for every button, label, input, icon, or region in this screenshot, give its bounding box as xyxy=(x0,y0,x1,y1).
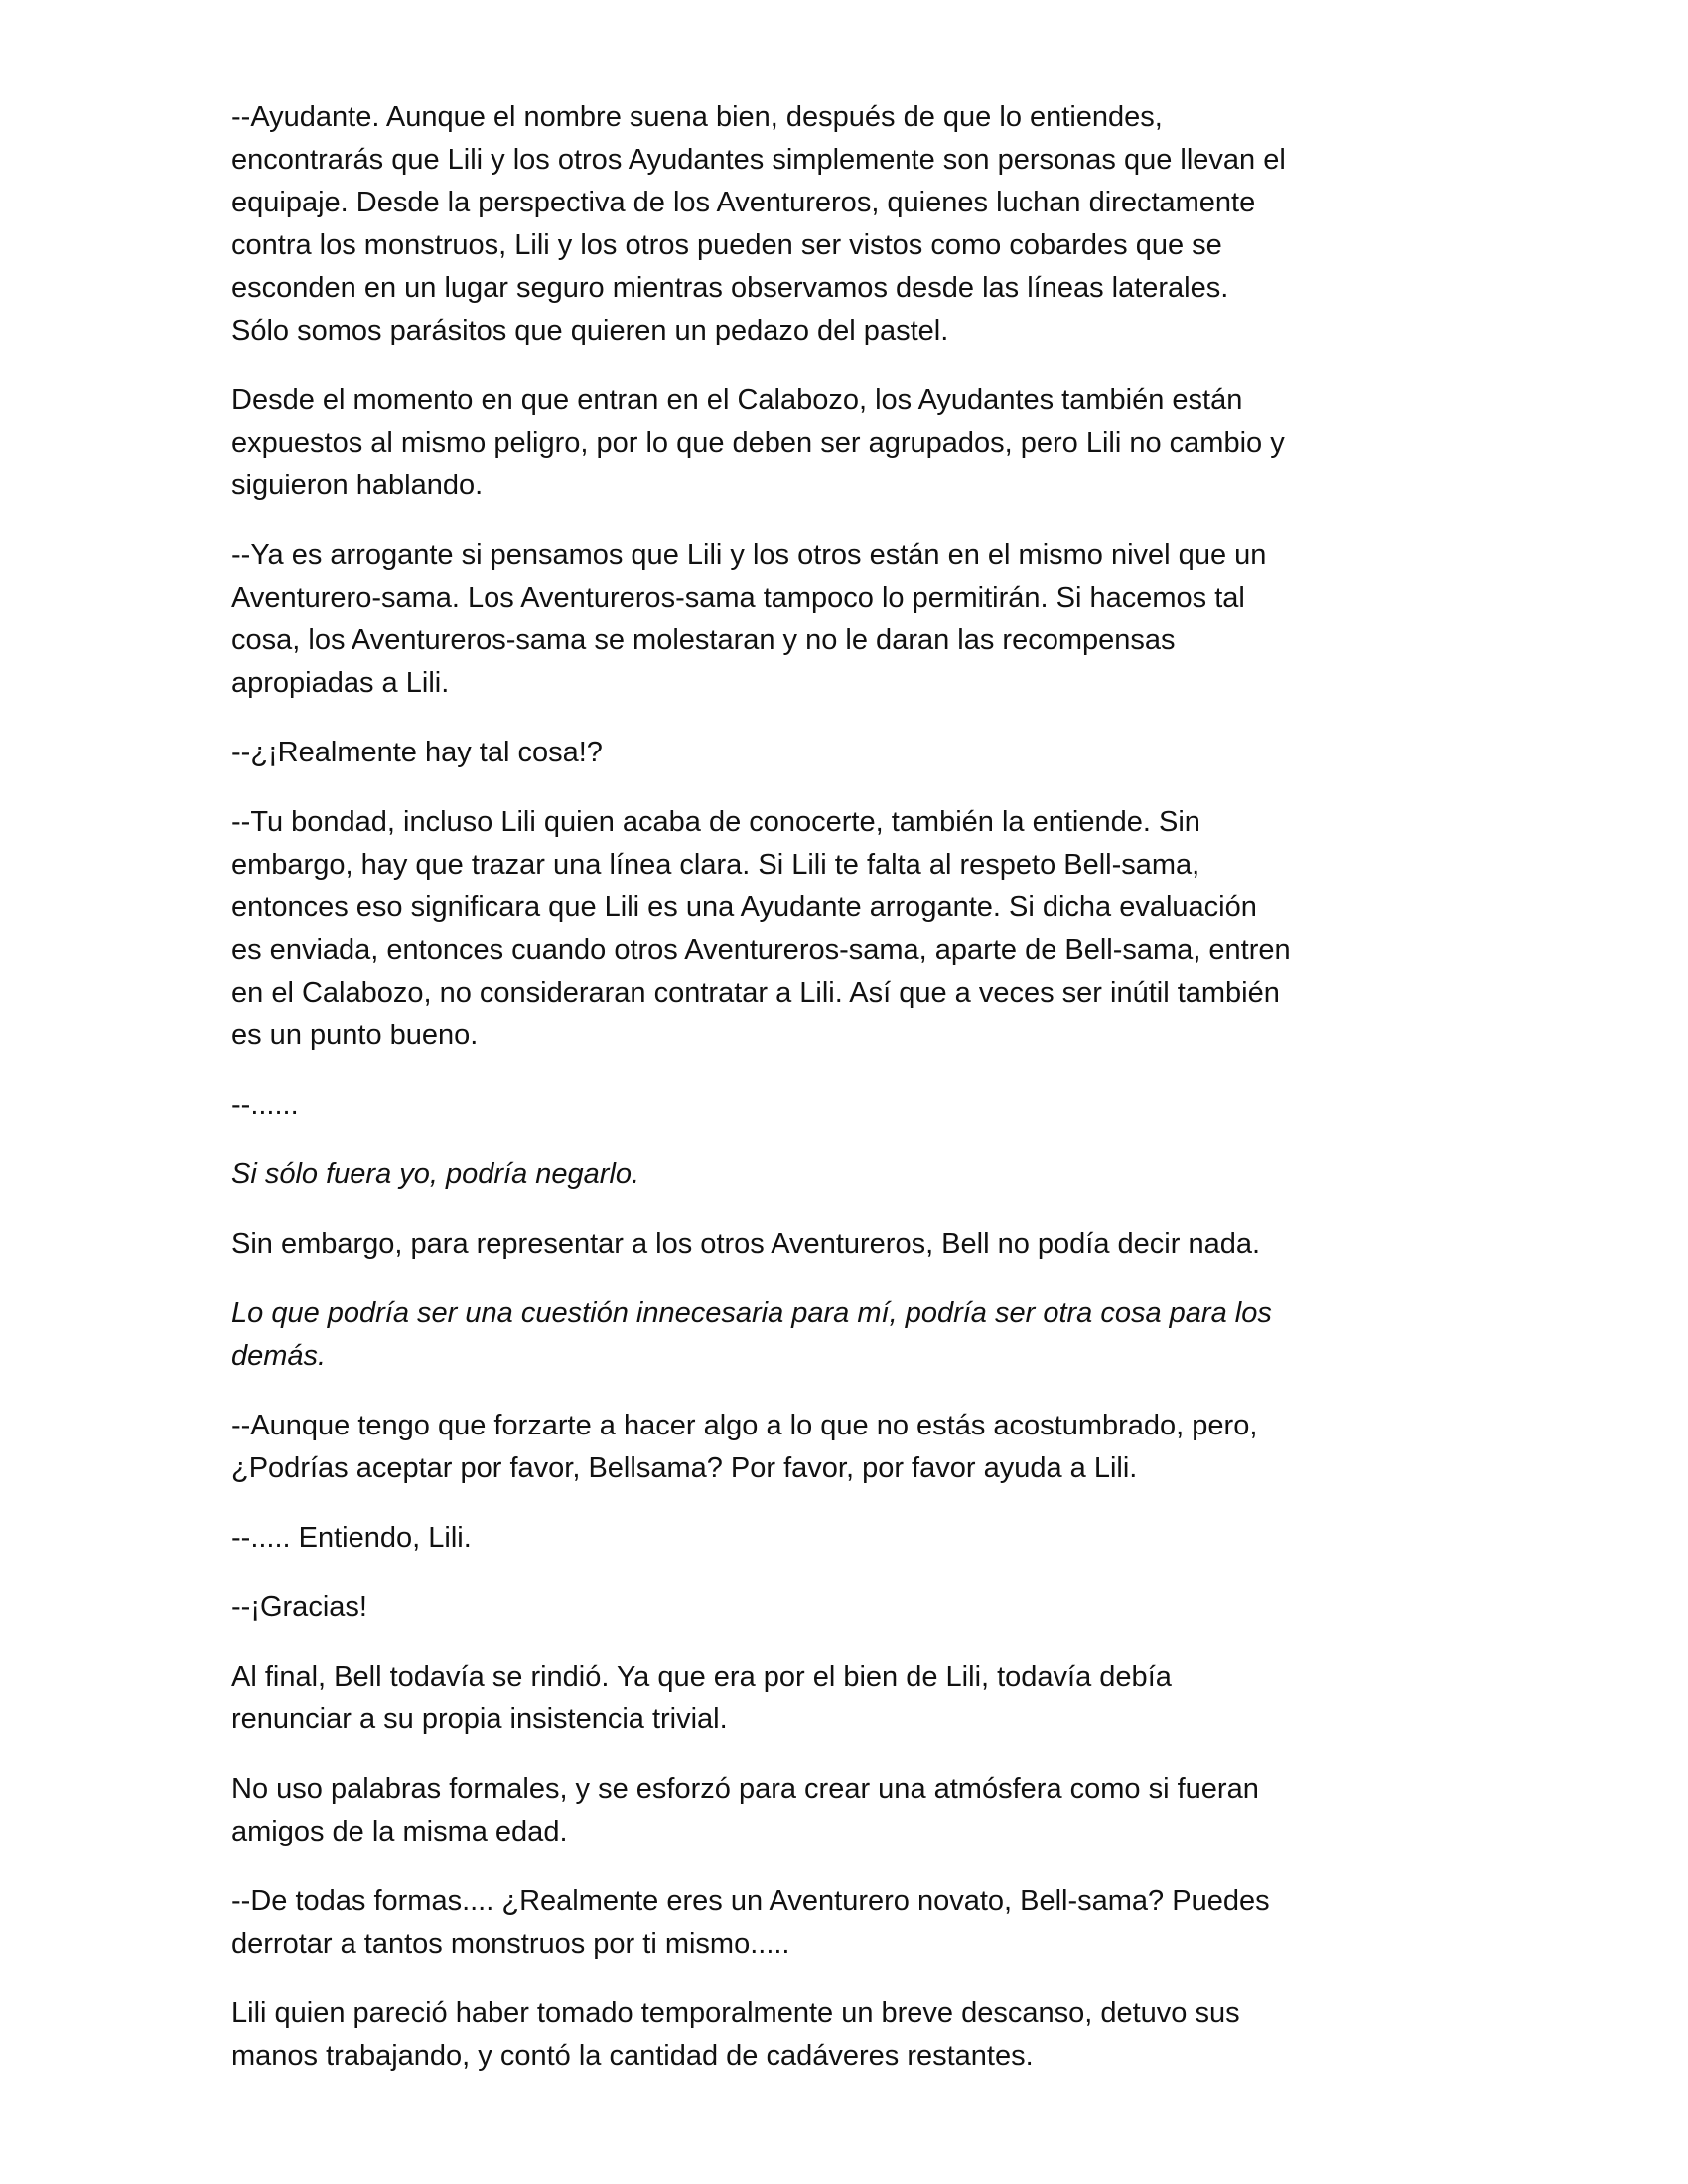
text-line: manos trabajando, y contó la cantidad de cadáveres restantes. xyxy=(231,2040,1034,2072)
paragraph xyxy=(231,1880,1473,1966)
text-line: encontrarás que Lili y los otros Ayudantes simplemente son personas que llevan el xyxy=(231,144,1286,176)
italic-paragraph xyxy=(231,1293,1473,1378)
text-line: --¿¡Realmente hay tal cosa!? xyxy=(231,737,603,768)
text-line: Sólo somos parásitos que quieren un pedazo del pastel. xyxy=(231,315,949,346)
italic-paragraph xyxy=(231,1154,1473,1196)
text-line: No uso palabras formales, y se esforzó para crear una atmósfera como si fueran xyxy=(231,1773,1259,1805)
text-line: renunciar a su propia insistencia trivial. xyxy=(231,1704,728,1735)
document-page xyxy=(231,96,1473,2105)
text-line: ¿Podrías aceptar por favor, Bellsama? Por favor, por favor ayuda a Lili. xyxy=(231,1452,1138,1484)
text-line: es un punto bueno. xyxy=(231,1020,479,1051)
paragraph xyxy=(231,379,1473,507)
paragraph xyxy=(231,1768,1473,1853)
text-line: --De todas formas.... ¿Realmente eres un Aventurero novato, Bell-sama? Puedes xyxy=(231,1885,1270,1917)
paragraph xyxy=(231,801,1473,1057)
text-line: --Aunque tengo que forzarte a hacer algo a lo que no estás acostumbrado, pero, xyxy=(231,1410,1258,1441)
text-line: contra los monstruos, Lili y los otros pueden ser vistos como cobardes que se xyxy=(231,229,1222,261)
text-line: en el Calabozo, no consideraran contratar a Lili. Así que a veces ser inútil también xyxy=(231,977,1280,1009)
text-line: derrotar a tantos monstruos por ti mismo..... xyxy=(231,1928,790,1960)
paragraph xyxy=(231,732,1473,774)
paragraph xyxy=(231,1084,1473,1127)
text-line: Lo que podría ser una cuestión innecesaria para mí, podría ser otra cosa para los xyxy=(231,1297,1272,1329)
text-line: --..... Entiendo, Lili. xyxy=(231,1522,472,1554)
text-line: apropiadas a Lili. xyxy=(231,667,450,699)
paragraph xyxy=(231,1992,1473,2078)
text-line: equipaje. Desde la perspectiva de los Aventureros, quienes luchan directamente xyxy=(231,187,1256,218)
text-line: --Ayudante. Aunque el nombre suena bien, después de que lo entiendes, xyxy=(231,101,1163,133)
text-line: siguieron hablando. xyxy=(231,470,484,501)
paragraph xyxy=(231,534,1473,705)
text-line: es enviada, entonces cuando otros Aventureros-sama, aparte de Bell-sama, entren xyxy=(231,934,1291,966)
paragraph xyxy=(231,1405,1473,1490)
text-line: embargo, hay que trazar una línea clara. Si Lili te falta al respeto Bell-sama, xyxy=(231,849,1200,881)
paragraph xyxy=(231,1223,1473,1266)
text-line: Lili quien pareció haber tomado temporalmente un breve descanso, detuvo sus xyxy=(231,1997,1240,2029)
text-line: Aventurero-sama. Los Aventureros-sama tampoco lo permitirán. Si hacemos tal xyxy=(231,582,1245,614)
paragraph xyxy=(231,96,1473,352)
text-line: esconden en un lugar seguro mientras observamos desde las líneas laterales. xyxy=(231,272,1229,304)
text-line: Al final, Bell todavía se rindió. Ya que era por el bien de Lili, todavía debía xyxy=(231,1661,1172,1693)
paragraph xyxy=(231,1517,1473,1560)
paragraph xyxy=(231,1586,1473,1629)
text-line: Desde el momento en que entran en el Calabozo, los Ayudantes también están xyxy=(231,384,1243,416)
paragraph xyxy=(231,1656,1473,1741)
text-line: --Tu bondad, incluso Lili quien acaba de conocerte, también la entiende. Sin xyxy=(231,806,1200,838)
text-line: --Ya es arrogante si pensamos que Lili y los otros están en el mismo nivel que un xyxy=(231,539,1267,571)
text-line: --¡Gracias! xyxy=(231,1591,367,1623)
text-line: Sin embargo, para representar a los otros Aventureros, Bell no podía decir nada. xyxy=(231,1228,1261,1260)
text-line: cosa, los Aventureros-sama se molestaran y no le daran las recompensas xyxy=(231,624,1176,656)
text-line: amigos de la misma edad. xyxy=(231,1816,568,1847)
text-line: --...... xyxy=(231,1089,299,1121)
text-line: Si sólo fuera yo, podría negarlo. xyxy=(231,1159,640,1190)
text-line: expuestos al mismo peligro, por lo que deben ser agrupados, pero Lili no cambio y xyxy=(231,427,1285,459)
text-line: demás. xyxy=(231,1340,327,1372)
text-line: entonces eso significara que Lili es una Ayudante arrogante. Si dicha evaluación xyxy=(231,891,1257,923)
